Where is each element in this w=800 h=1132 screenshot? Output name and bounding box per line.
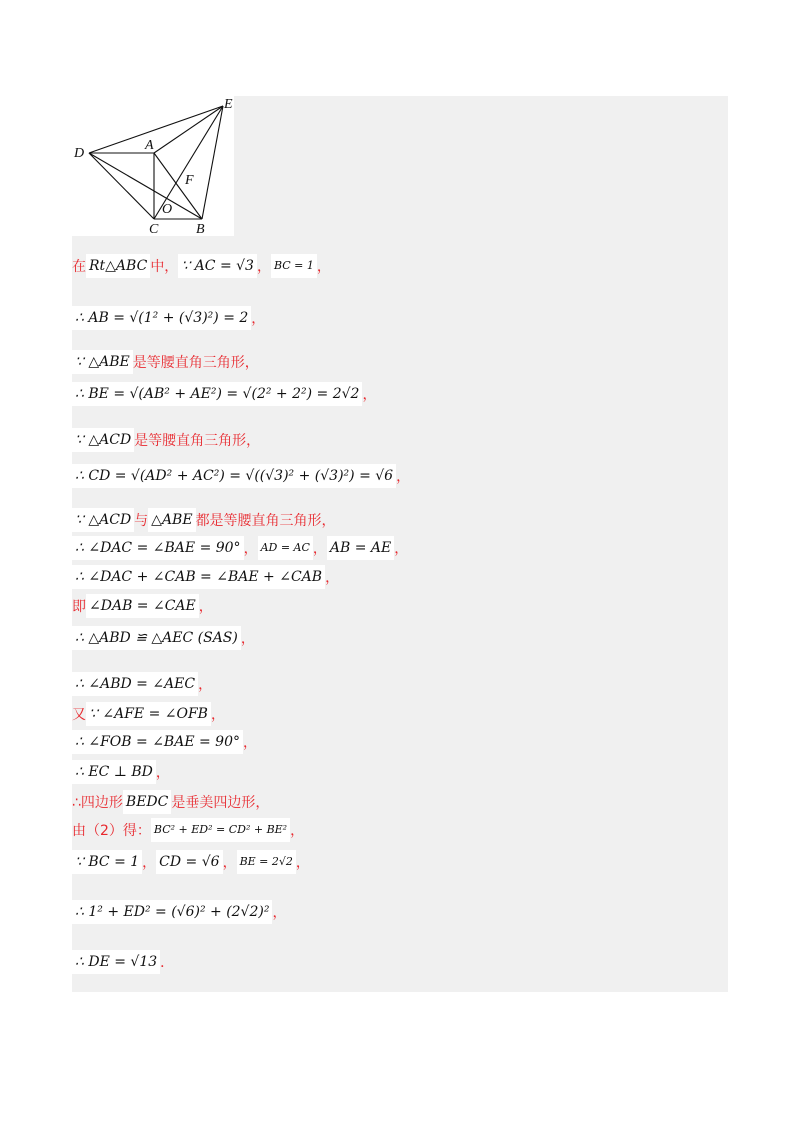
punctuation: ， (251, 311, 266, 327)
math-expression: ∴ ∠DAC + ∠CAB = ∠BAE + ∠CAB (72, 565, 325, 589)
solution-line (72, 350, 259, 378)
line-text: 与 (134, 513, 149, 529)
punctuation: ， (243, 735, 257, 751)
math-expression: BE = 2√2 (237, 850, 296, 874)
math-expression: Rt△ABC (86, 254, 150, 278)
punctuation: ， (394, 541, 409, 557)
math-expression: ∵ BC = 1 (72, 850, 142, 874)
label-E: E (224, 97, 233, 112)
solution-line (72, 730, 257, 758)
math-expression: ∴ 1² + ED² = (√6)² + (2√2)² (72, 900, 272, 924)
math-expression: ∵ △ACD (72, 508, 134, 532)
label-F: F (185, 173, 194, 188)
solution-line (72, 464, 410, 492)
math-expression: ∵ AC = √3 (178, 254, 257, 278)
line-text: 中， (150, 259, 179, 275)
punctuation: ， (155, 765, 170, 781)
punctuation: ， (210, 707, 225, 723)
math-expression: CD = √6 (156, 850, 222, 874)
math-expression: ∴ ∠FOB = ∠BAE = 90° (72, 730, 243, 754)
solution-line (72, 760, 170, 788)
line-text: 都是等腰直角三角形， (195, 513, 336, 529)
solution-line (72, 950, 174, 978)
math-expression: BC² + ED² = CD² + BE² (151, 818, 290, 842)
line-prefix: 由（2）得： (72, 823, 151, 839)
punctuation: ， (256, 259, 271, 275)
math-expression: ∴ CD = √(AD² + AC²) = √((√3)² + (√3)²) = √6 (72, 464, 396, 488)
punctuation: ， (243, 541, 258, 557)
line-text: 是等腰直角三角形， (134, 433, 261, 449)
punctuation: ， (290, 823, 305, 839)
line-text: 是垂美四边形， (171, 795, 270, 811)
solution-line (72, 790, 269, 818)
math-expression: ∴ BE = √(AB² + AE²) = √(2² + 2²) = 2√2 (72, 382, 362, 406)
math-expression: BEDC (123, 790, 171, 814)
solution-line (72, 672, 212, 700)
solution-line (72, 428, 260, 456)
line-prefix: 在 (72, 259, 86, 275)
math-expression: ∴ DE = √13 (72, 950, 160, 974)
line-prefix: ∴四边形 (72, 795, 123, 811)
math-expression: AB = AE (327, 536, 394, 560)
solution-line (72, 850, 310, 878)
math-expression: ∵ ∠AFE = ∠OFB (86, 702, 211, 726)
solution-line (72, 900, 286, 928)
math-expression: BC = 1 (271, 254, 317, 278)
punctuation: ， (222, 855, 237, 871)
punctuation: ， (142, 855, 157, 871)
solution-line (72, 536, 408, 564)
label-C: C (149, 222, 159, 236)
geometry-figure (72, 96, 234, 236)
punctuation: ， (396, 469, 411, 485)
line-text: 是等腰直角三角形， (132, 355, 259, 371)
segment-DE (89, 106, 223, 153)
math-expression: ∠DAB = ∠CAE (86, 594, 199, 618)
punctuation: ， (198, 599, 213, 615)
solution-line (72, 254, 331, 282)
math-expression: ∴ EC ⊥ BD (72, 760, 156, 784)
punctuation: ， (312, 541, 327, 557)
label-D: D (74, 146, 85, 161)
math-expression: ∴ AB = √(1² + (√3)²) = 2 (72, 306, 251, 330)
math-expression: △ABE (148, 508, 195, 532)
segment-AE (154, 106, 223, 153)
math-expression: ∴ △ABD ≌ △AEC (SAS) (72, 626, 241, 650)
solution-line (72, 702, 225, 730)
label-B: B (196, 222, 205, 236)
math-expression: ∴ ∠ABD = ∠AEC (72, 672, 198, 696)
punctuation: ， (272, 905, 287, 921)
punctuation: ， (240, 631, 255, 647)
punctuation: ， (325, 570, 340, 586)
solution-line (72, 626, 255, 654)
punctuation: ， (362, 387, 377, 403)
solution-line (72, 306, 265, 334)
punctuation: ， (198, 677, 213, 693)
math-expression: ∴ ∠DAC = ∠BAE = 90° (72, 536, 244, 560)
punctuation: ， (316, 259, 331, 275)
solution-line (72, 565, 339, 593)
label-O: O (162, 202, 173, 217)
line-prefix: 即 (72, 599, 86, 615)
math-expression: ∵ △ABE (72, 350, 133, 374)
punctuation: ． (160, 955, 175, 971)
math-expression: ∵ △ACD (72, 428, 134, 452)
punctuation: ， (295, 855, 310, 871)
solution-line (72, 818, 304, 846)
segment-DC (89, 153, 154, 219)
solution-line (72, 382, 376, 410)
label-A: A (145, 138, 154, 153)
geometry-diagram (72, 96, 234, 236)
solution-line (72, 594, 213, 622)
solution-line (72, 508, 336, 536)
line-prefix: 又 (72, 707, 86, 723)
math-expression: AD = AC (258, 536, 313, 560)
